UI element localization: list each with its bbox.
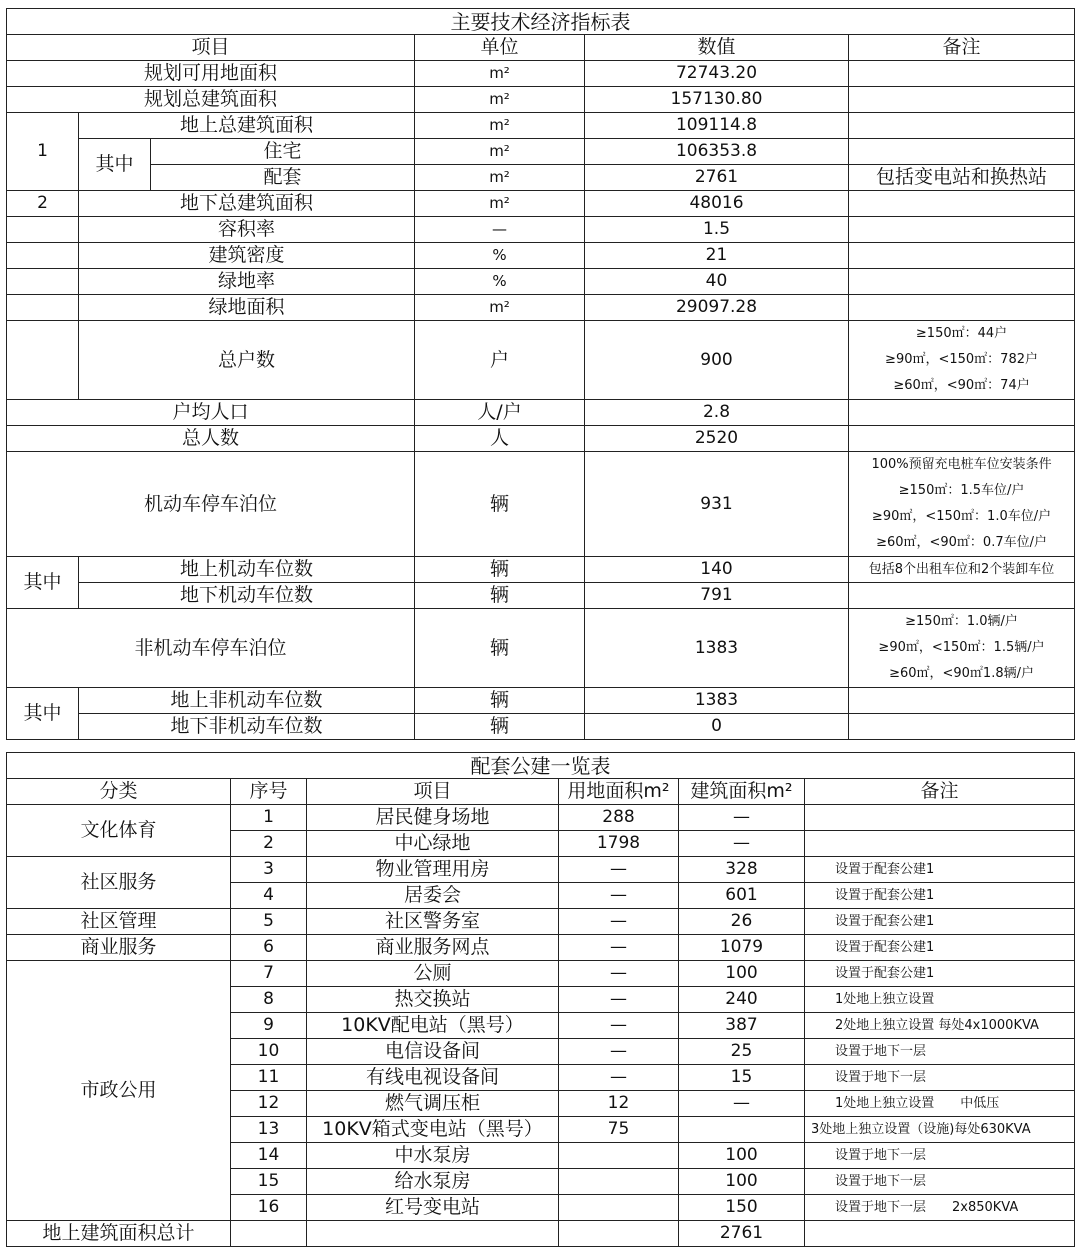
table-row [7,609,1075,688]
row-item: 商业服务网点 [307,935,559,961]
main-header-row [7,35,1075,61]
total-empty [805,1221,1075,1247]
row-remark: 设置于地下一层 [805,1039,1075,1065]
total-empty [307,1221,559,1247]
row-remark: 2处地上独立设置 每处4x1000KVA [805,1013,1075,1039]
row-label: 地下非机动车位数 [79,714,415,740]
row-remark [849,583,1075,609]
row-floor: 26 [679,909,805,935]
row-label: 规划总建筑面积 [7,87,415,113]
category-label: 社区服务 [7,857,231,909]
row-unit: % [415,243,585,269]
row-label: 非机动车停车泊位 [7,609,415,688]
row-value: 791 [585,583,849,609]
row-label: 容积率 [79,217,415,243]
row-land: — [559,1065,679,1091]
header-value: 数值 [585,35,849,61]
row-item: 10KV配电站（黑号） [307,1013,559,1039]
row-label: 地下总建筑面积 [79,191,415,217]
row-unit: 辆 [415,688,585,714]
row-unit: 辆 [415,452,585,557]
table-row [7,583,1075,609]
row-label: 地下机动车位数 [79,583,415,609]
row-remark [849,243,1075,269]
row-remark [849,139,1075,165]
row-item: 有线电视设备间 [307,1065,559,1091]
row-unit: m² [415,165,585,191]
table-row [7,909,1075,935]
row-value: 21 [585,243,849,269]
table-row [7,243,1075,269]
qizhong-label: 其中 [79,139,151,191]
remark-line: 100%预留充电桩车位安装条件 [871,457,1052,472]
row-item: 燃气调压柜 [307,1091,559,1117]
category-label: 文化体育 [7,805,231,857]
row-remark [849,400,1075,426]
row-value: 1383 [585,688,849,714]
remark-line: ≥60㎡，<90㎡：74户 [893,378,1030,393]
row-value: 2.8 [585,400,849,426]
row-no: 10 [231,1039,307,1065]
total-empty [231,1221,307,1247]
row-land: — [559,987,679,1013]
row-no: 12 [231,1091,307,1117]
table-row [7,87,1075,113]
row-remark [849,295,1075,321]
row-number [7,243,79,269]
row-number [7,321,79,400]
row-remark: 设置于配套公建1 [805,935,1075,961]
row-value: 2761 [585,165,849,191]
row-remark: 设置于地下一层 2x850KVA [805,1195,1075,1221]
total-empty [559,1221,679,1247]
remark-line: ≥90㎡，<150㎡：782户 [885,352,1039,367]
main-table-title: 主要技术经济指标表 [7,9,1075,35]
table-row [7,714,1075,740]
table-row [7,688,1075,714]
row-floor: 150 [679,1195,805,1221]
row-value: 109114.8 [585,113,849,139]
table-row [7,557,1075,583]
row-floor: 601 [679,883,805,909]
row-remark-multi [849,452,1075,557]
row-remark [849,269,1075,295]
row-value: 931 [585,452,849,557]
row-value: 72743.20 [585,61,849,87]
row-value: 48016 [585,191,849,217]
category-label: 社区管理 [7,909,231,935]
table-row [7,191,1075,217]
header-no: 序号 [231,779,307,805]
row-remark: 设置于配套公建1 [805,883,1075,909]
header-remark: 备注 [849,35,1075,61]
row-land [559,1169,679,1195]
remark-line: ≥60㎡，<90㎡：0.7车位/户 [876,535,1047,550]
category-label: 市政公用 [7,961,231,1221]
table-row [7,400,1075,426]
table-row [7,452,1075,557]
row-unit: 人 [415,426,585,452]
row-land [559,1195,679,1221]
row-remark: 1处地上独立设置 [805,987,1075,1013]
row-remark: 设置于地下一层 [805,1065,1075,1091]
row-unit: 户 [415,321,585,400]
row-floor: — [679,1091,805,1117]
row-unit: m² [415,295,585,321]
row-remark: 包括8个出租车位和2个装卸车位 [849,557,1075,583]
row-no: 8 [231,987,307,1013]
row-label: 配套 [151,165,415,191]
row-floor: 100 [679,961,805,987]
row-unit: m² [415,191,585,217]
row-value: 1383 [585,609,849,688]
row-land: — [559,961,679,987]
total-row [7,1221,1075,1247]
row-value: 900 [585,321,849,400]
row-label: 户均人口 [7,400,415,426]
row-remark: 设置于配套公建1 [805,857,1075,883]
row-no: 2 [231,831,307,857]
row-unit: % [415,269,585,295]
row-floor: 25 [679,1039,805,1065]
row-value: 2520 [585,426,849,452]
row-unit: 辆 [415,609,585,688]
qizhong-label: 其中 [7,557,79,609]
row-floor: 328 [679,857,805,883]
row-floor: 1079 [679,935,805,961]
row-remark [849,87,1075,113]
row-no: 6 [231,935,307,961]
row-item: 中心绿地 [307,831,559,857]
main-indicators-table [6,8,1075,740]
row-land: — [559,857,679,883]
row-number: 2 [7,191,79,217]
row-item: 中水泵房 [307,1143,559,1169]
row-value: 29097.28 [585,295,849,321]
row-label: 建筑密度 [79,243,415,269]
row-remark: 设置于地下一层 [805,1169,1075,1195]
row-remark [849,217,1075,243]
row-no: 5 [231,909,307,935]
row-unit: m² [415,61,585,87]
row-land: — [559,883,679,909]
row-no: 3 [231,857,307,883]
row-label: 绿地面积 [79,295,415,321]
row-no: 9 [231,1013,307,1039]
row-value: 106353.8 [585,139,849,165]
remark-line: ≥150㎡：44户 [915,326,1008,341]
remark-line: ≥60㎡，<90㎡1.8辆/户 [889,666,1034,681]
row-item: 社区警务室 [307,909,559,935]
row-unit: 人/户 [415,400,585,426]
row-land: 75 [559,1117,679,1143]
row-remark: 包括变电站和换热站 [849,165,1075,191]
row-remark: 1处地上独立设置 中低压 [805,1091,1075,1117]
row-floor: 387 [679,1013,805,1039]
row-land: 12 [559,1091,679,1117]
row-label: 地上总建筑面积 [79,113,415,139]
row-land: — [559,1039,679,1065]
row-label: 地上非机动车位数 [79,688,415,714]
row-no: 4 [231,883,307,909]
row-item: 热交换站 [307,987,559,1013]
facilities-table [6,752,1075,1247]
row-land [559,1143,679,1169]
remark-line: ≥150㎡：1.5车位/户 [898,483,1025,498]
row-land: — [559,935,679,961]
table-row [7,113,1075,139]
total-floor: 2761 [679,1221,805,1247]
row-no: 7 [231,961,307,987]
row-land: 1798 [559,831,679,857]
row-label: 住宅 [151,139,415,165]
remark-line: ≥90㎡，<150㎡：1.5辆/户 [878,640,1045,655]
row-no: 15 [231,1169,307,1195]
header-unit: 单位 [415,35,585,61]
header-category: 分类 [7,779,231,805]
remark-line: ≥150㎡：1.0辆/户 [905,614,1018,629]
row-number [7,295,79,321]
row-unit: 辆 [415,557,585,583]
row-remark: 3处地上独立设置（设施)每处630KVA [805,1117,1075,1143]
row-no: 14 [231,1143,307,1169]
table-row [7,269,1075,295]
row-unit: m² [415,87,585,113]
row-no: 1 [231,805,307,831]
row-remark: 设置于配套公建1 [805,909,1075,935]
row-floor: 100 [679,1143,805,1169]
row-unit: 辆 [415,583,585,609]
row-item: 公厕 [307,961,559,987]
header-land-area: 用地面积m² [559,779,679,805]
row-item: 红号变电站 [307,1195,559,1221]
row-item: 居民健身场地 [307,805,559,831]
row-remark [805,805,1075,831]
row-value: 1.5 [585,217,849,243]
category-label: 商业服务 [7,935,231,961]
row-no: 11 [231,1065,307,1091]
row-number [7,269,79,295]
table-row [7,321,1075,400]
table-row [7,805,1075,831]
header-remark: 备注 [805,779,1075,805]
remark-line: ≥90㎡，<150㎡：1.0车位/户 [871,509,1052,524]
facilities-table-title: 配套公建一览表 [7,753,1075,779]
table-row [7,426,1075,452]
row-label: 绿地率 [79,269,415,295]
row-floor [679,1117,805,1143]
row-number: 1 [7,113,79,191]
table-row [7,165,1075,191]
row-value: 140 [585,557,849,583]
table-row [7,961,1075,987]
row-floor: — [679,805,805,831]
row-remark-multi [849,321,1075,400]
header-item: 项目 [307,779,559,805]
table-row [7,61,1075,87]
row-label: 总户数 [79,321,415,400]
row-unit: m² [415,113,585,139]
table-row [7,139,1075,165]
row-land: 288 [559,805,679,831]
total-label: 地上建筑面积总计 [7,1221,231,1247]
row-item: 给水泵房 [307,1169,559,1195]
header-item: 项目 [7,35,415,61]
row-floor: 100 [679,1169,805,1195]
row-no: 16 [231,1195,307,1221]
row-remark: 设置于地下一层 [805,1143,1075,1169]
row-remark [849,714,1075,740]
row-unit: 辆 [415,714,585,740]
table-row [7,857,1075,883]
row-remark [805,831,1075,857]
row-value: 157130.80 [585,87,849,113]
row-remark [849,61,1075,87]
table-row [7,295,1075,321]
row-unit: — [415,217,585,243]
row-remark [849,113,1075,139]
row-label: 规划可用地面积 [7,61,415,87]
row-label: 总人数 [7,426,415,452]
row-value: 40 [585,269,849,295]
row-no: 13 [231,1117,307,1143]
qizhong-label: 其中 [7,688,79,740]
row-remark-multi [849,609,1075,688]
row-land: — [559,1013,679,1039]
row-item: 居委会 [307,883,559,909]
row-value: 0 [585,714,849,740]
row-floor: 240 [679,987,805,1013]
row-floor: — [679,831,805,857]
row-remark [849,688,1075,714]
row-floor: 15 [679,1065,805,1091]
table-row [7,935,1075,961]
row-number [7,217,79,243]
row-item: 物业管理用房 [307,857,559,883]
row-item: 10KV箱式变电站（黑号） [307,1117,559,1143]
row-remark: 设置于配套公建1 [805,961,1075,987]
row-remark [849,191,1075,217]
row-remark [849,426,1075,452]
table-row [7,217,1075,243]
row-land: — [559,909,679,935]
row-unit: m² [415,139,585,165]
facilities-header-row [7,779,1075,805]
row-label: 地上机动车位数 [79,557,415,583]
header-floor-area: 建筑面积m² [679,779,805,805]
row-item: 电信设备间 [307,1039,559,1065]
row-label: 机动车停车泊位 [7,452,415,557]
